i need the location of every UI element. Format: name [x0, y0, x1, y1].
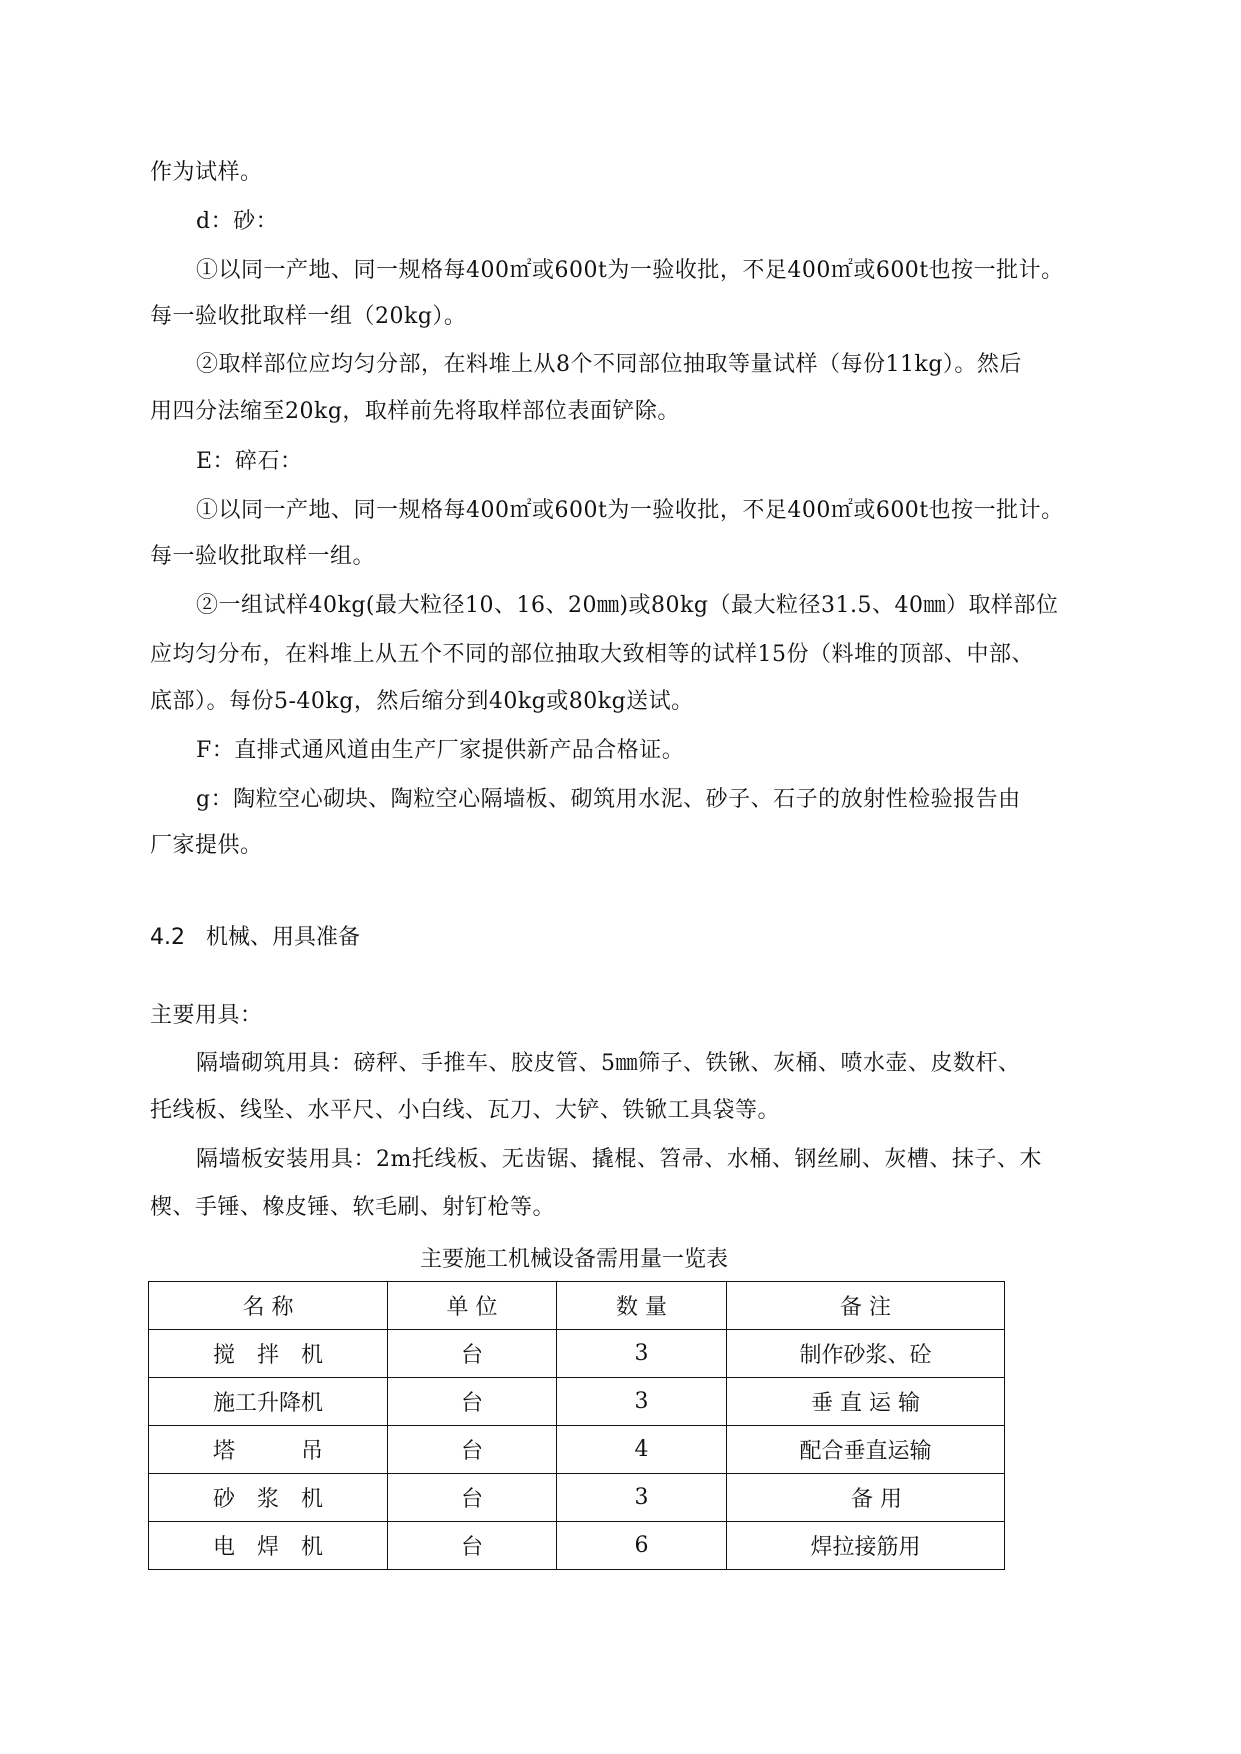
table-row: [149, 1522, 1005, 1570]
paragraph-line: 作为试样。: [150, 160, 263, 185]
paragraph-line: ②取样部位应均匀分部，在料堆上从8个不同部位抽取等量试样（每份11kg）。然后: [196, 352, 1022, 377]
tools-line: 托线板、线坠、水平尺、小白线、瓦刀、大铲、铁锨工具袋等。: [150, 1098, 781, 1123]
paragraph-line: E：碎石：: [196, 449, 303, 474]
table-cell: 3: [557, 1330, 727, 1378]
paragraph-line: 底部）。每份5-40kg，然后缩分到40kg或80kg送试。: [150, 689, 694, 714]
section-number: 4.2: [150, 925, 185, 950]
table-cell: 配合垂直运输: [727, 1426, 1005, 1474]
table-row: [149, 1378, 1005, 1426]
paragraph-line: d：砂：: [196, 209, 279, 234]
table-header-row: [149, 1282, 1005, 1330]
paragraph-line: 应均匀分布，在料堆上从五个不同的部位抽取大致相等的试样15份（料堆的顶部、中部、: [150, 642, 1034, 667]
table-cell: 垂 直 运 输: [727, 1378, 1005, 1426]
paragraph-line: 用四分法缩至20kg，取样前先将取样部位表面铲除。: [150, 399, 680, 424]
table-cell: 备 用: [727, 1474, 1005, 1522]
table-cell: 3: [557, 1474, 727, 1522]
tools-line: 隔墙砌筑用具：磅秤、手推车、胶皮管、5㎜筛子、铁锹、灰桶、喷水壶、皮数杆、: [196, 1051, 1021, 1076]
equipment-table: [148, 1281, 1005, 1570]
header-cell: 名 称: [149, 1282, 388, 1330]
section-title: 机械、用具准备: [206, 925, 361, 950]
table-row: [149, 1474, 1005, 1522]
header-cell: 备 注: [727, 1282, 1005, 1330]
table-cell: 电 焊 机: [149, 1522, 388, 1570]
paragraph-line: 厂家提供。: [150, 833, 263, 858]
table-cell: 搅 拌 机: [149, 1330, 388, 1378]
table-cell: 塔 吊: [149, 1426, 388, 1474]
table-cell: 台: [388, 1378, 557, 1426]
table-cell: 台: [388, 1474, 557, 1522]
table-cell: 制作砂浆、砼: [727, 1330, 1005, 1378]
paragraph-line: ①以同一产地、同一规格每400㎡或600t为一验收批，不足400㎡或600t也按一批计。: [196, 498, 1064, 523]
table-cell: 3: [557, 1378, 727, 1426]
table-cell: 台: [388, 1522, 557, 1570]
table-cell: 焊拉接筋用: [727, 1522, 1005, 1570]
table-cell: 施工升降机: [149, 1378, 388, 1426]
section-heading: [150, 923, 360, 953]
paragraph-line: 每一验收批取样一组（20kg）。: [150, 304, 467, 329]
table-row: [149, 1426, 1005, 1474]
header-cell: 单 位: [388, 1282, 557, 1330]
tools-line: 隔墙板安装用具：2m托线板、无齿锯、撬棍、笤帚、水桶、钢丝刷、灰槽、抹子、木: [196, 1147, 1042, 1172]
tools-line: 楔、手锤、橡皮锤、软毛刷、射钉枪等。: [150, 1195, 556, 1220]
table-cell: 台: [388, 1426, 557, 1474]
paragraph-line: ①以同一产地、同一规格每400㎡或600t为一验收批，不足400㎡或600t也按一批计。: [196, 258, 1064, 283]
paragraph-line: g：陶粒空心砌块、陶粒空心隔墙板、砌筑用水泥、砂子、石子的放射性检验报告由: [196, 787, 1021, 812]
tools-line: 主要用具：: [150, 1003, 263, 1028]
table-cell: 6: [557, 1522, 727, 1570]
table-cell: 台: [388, 1330, 557, 1378]
header-cell: 数 量: [557, 1282, 727, 1330]
paragraph-line: ②一组试样40kg(最大粒径10、16、20㎜)或80kg（最大粒径31.5、40㎜）取样部位: [196, 593, 1059, 618]
table-cell: 4: [557, 1426, 727, 1474]
table-cell: 砂 浆 机: [149, 1474, 388, 1522]
table-caption: 主要施工机械设备需用量一览表: [419, 1247, 728, 1272]
table-row: [149, 1330, 1005, 1378]
paragraph-line: F：直排式通风道由生产厂家提供新产品合格证。: [196, 738, 685, 763]
paragraph-line: 每一验收批取样一组。: [150, 544, 376, 569]
